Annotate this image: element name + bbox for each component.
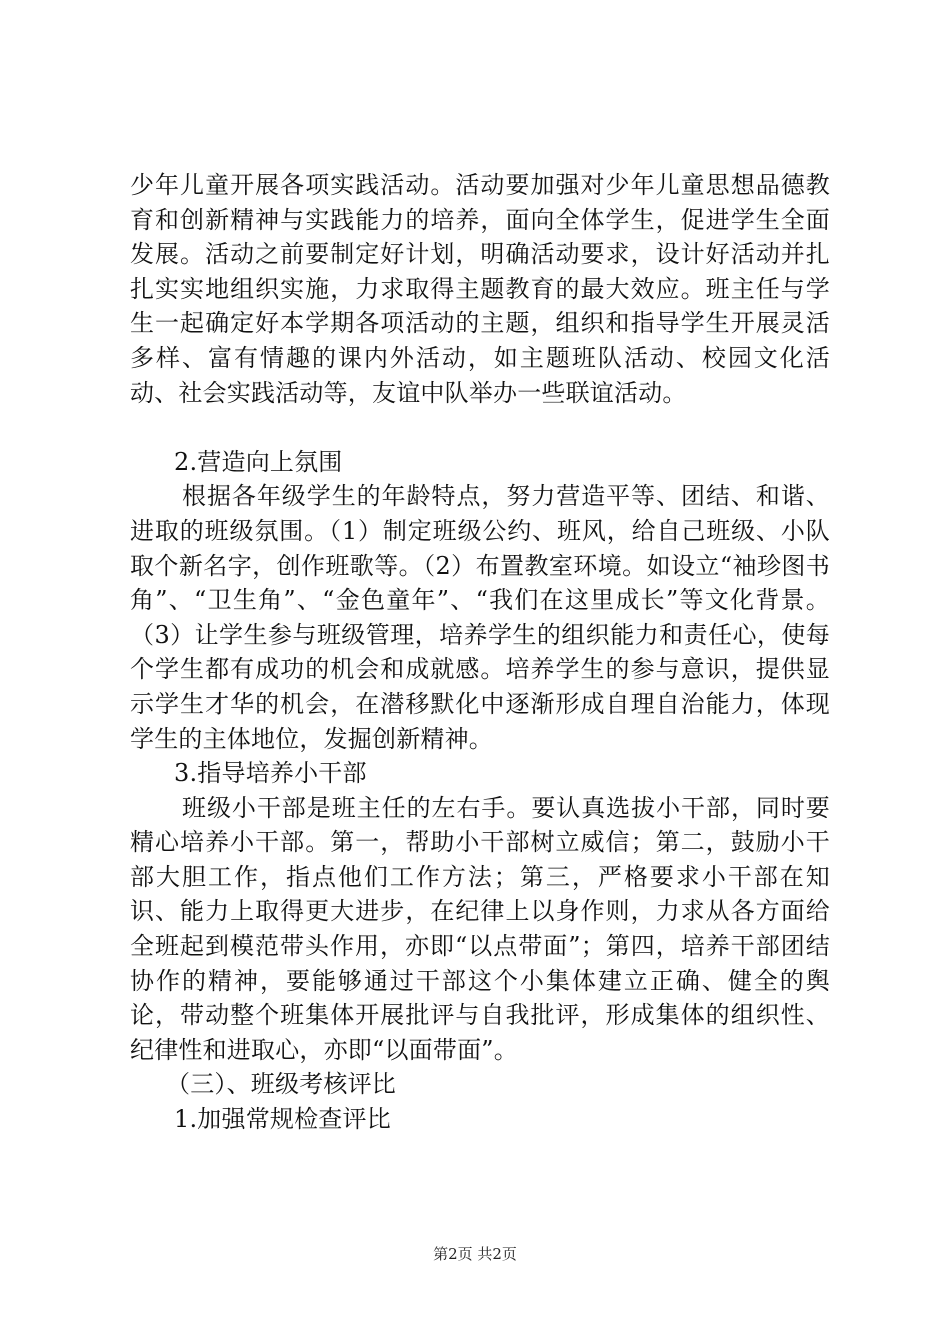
- heading-routine-check: 1.加强常规检查评比: [174, 1105, 391, 1134]
- paragraph-spacer: [130, 410, 830, 445]
- paragraph-cadres: 班级小干部是班主任的左右手。要认真选拔小干部，同时要精心培养小干部。第一，帮助小干部树立威信；第二，鼓励小干部大胆工作，指点他们工作方法；第三，严格要求小干部在知识、能力上取得更大进步，在纪律上以身作则，力求从各方面给全班起到模范带头作用，亦即“以点带面”；第四，培养干部团结协作的精神，要能够通过干部这个小集体建立正确、健全的舆论，带动整个班集体开展批评与自我批评，形成集体的组织性、纪律性和进取心，亦即“以面带面”。: [130, 793, 830, 1064]
- page-number-footer: 第2页 共2页: [433, 1245, 517, 1263]
- heading-assessment: （三）、班级考核评比: [166, 1070, 396, 1099]
- heading-atmosphere: 2.营造向上氛围: [174, 447, 343, 476]
- paragraph-atmosphere: 根据各年级学生的年龄特点，努力营造平等、团结、和谐、进取的班级氛围。（1）制定班级公约、班风，给自己班级、小队取个新名字，创作班歌等。（2）布置教室环境。如设立“袖珍图书角”、“卫生角”、“金色童年”、“我们在这里成长”等文化背景。（3）让学生参与班级管理，培养学生的组织能力和责任心，使每个学生都有成功的机会和成就感。培养学生的参与意识，提供显示学生才华的机会，在潜移默化中逐渐形成自理自治能力，体现学生的主体地位，发掘创新精神。: [130, 482, 830, 753]
- heading-cadres: 3.指导培养小干部: [174, 759, 367, 788]
- paragraph-activities: 少年儿童开展各项实践活动。活动要加强对少年儿童思想品德教育和创新精神与实践能力的培养，面向全体学生，促进学生全面发展。活动之前要制定好计划，明确活动要求，设计好活动并扎扎实实地组织实施，力求取得主题教育的最大效应。班主任与学生一起确定好本学期各项活动的主题，组织和指导学生开展灵活多样、富有情趣的课内外活动，如主题班队活动、校园文化活动、社会实践活动等，友谊中队举办一些联谊活动。: [130, 171, 830, 407]
- document-body: [130, 168, 830, 1137]
